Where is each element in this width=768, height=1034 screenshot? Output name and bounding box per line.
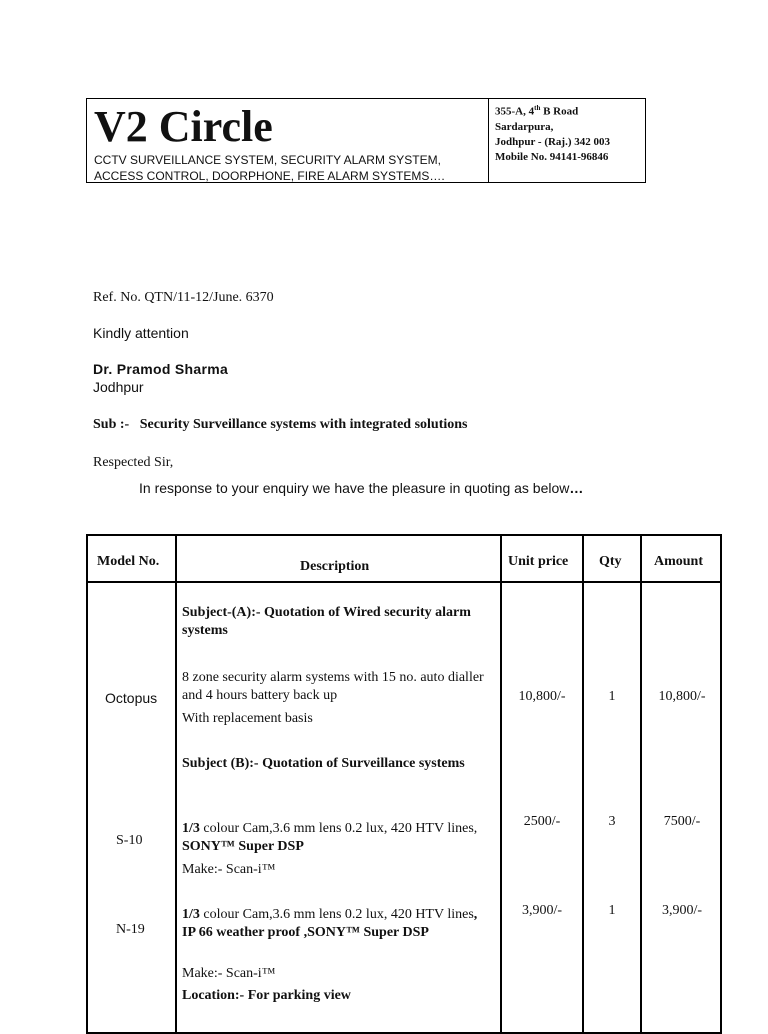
section-b-heading: Subject (B):- Quotation of Surveillance systems (182, 756, 465, 771)
quotation-table (86, 534, 722, 1034)
section-a-heading: Subject-(A):- Quotation of Wired security alarm systems (182, 605, 471, 638)
services-line-2: ACCESS CONTROL, DOORPHONE, FIRE ALARM SYSTEMS…. (94, 169, 445, 183)
row-2-amount: 7500/- (663, 814, 701, 829)
header-model: Model No. (97, 554, 160, 569)
subject-text: Security Surveillance systems with integrated solutions (139, 417, 468, 432)
row-3-model: N-19 (116, 922, 145, 937)
services-line-1: CCTV SURVEILLANCE SYSTEM, SECURITY ALARM SYSTEM, (94, 153, 441, 167)
row-2-model: S-10 (116, 833, 143, 848)
row-1-amount: 10,800/- (658, 689, 706, 704)
salutation: Respected Sir, (93, 455, 174, 470)
row-3-location: Location:- For parking view (182, 988, 351, 1003)
row-2-unit-price: 2500/- (523, 814, 561, 829)
row-1-unit-price: 10,800/- (518, 689, 566, 704)
reference-number: Ref. No. QTN/11-12/June. 6370 (93, 290, 274, 305)
column-divider (640, 536, 642, 1032)
letterhead-address-block (489, 99, 645, 182)
subject-line (93, 417, 468, 433)
row-1-description: 8 zone security alarm systems with 15 no. auto dialler and 4 hours battery back up (182, 670, 484, 703)
mobile-number: Mobile No. 94141-96846 (495, 150, 609, 163)
address-line-1: 355-A, 4th B Road (495, 104, 579, 118)
header-qty: Qty (599, 554, 622, 569)
column-divider (582, 536, 584, 1032)
company-name: V2 Circle (94, 102, 273, 151)
row-2-description: 1/3 colour Cam,3.6 mm lens 0.2 lux, 420 HTV lines, SONY™ Super DSP (182, 821, 478, 854)
letterhead (86, 98, 646, 183)
header-amount: Amount (654, 554, 704, 569)
row-1-description-note: With replacement basis (182, 711, 313, 726)
address-line-2: Sardarpura, (495, 120, 554, 133)
row-3-unit-price: 3,900/- (521, 903, 563, 918)
row-1-model: Octopus (105, 690, 158, 706)
column-divider (500, 536, 502, 1032)
row-3-amount: 3,900/- (661, 903, 703, 918)
row-2-qty: 3 (608, 814, 616, 829)
letterhead-brand-block (87, 99, 489, 182)
address-line-3: Jodhpur - (Raj.) 342 003 (495, 135, 611, 148)
header-divider (88, 581, 720, 583)
header-unit-price: Unit price (508, 554, 569, 569)
row-3-make: Make:- Scan-i™ (182, 966, 276, 981)
column-divider (175, 536, 177, 1032)
row-3-description: 1/3 colour Cam,3.6 mm lens 0.2 lux, 420 HTV lines, IP 66 weather proof ,SONY™ Super DSP (182, 907, 478, 940)
intro-paragraph: In response to your enquiry we have the pleasure in quoting as below… (139, 480, 584, 496)
row-2-make: Make:- Scan-i™ (182, 862, 276, 877)
row-1-qty: 1 (608, 689, 616, 704)
subject-label: Sub :- (93, 417, 130, 432)
recipient-city: Jodhpur (93, 379, 144, 395)
recipient-name: Dr. Pramod Sharma (93, 361, 229, 377)
row-3-qty: 1 (608, 903, 616, 918)
attention-line: Kindly attention (93, 325, 189, 341)
header-description: Description (300, 559, 370, 574)
